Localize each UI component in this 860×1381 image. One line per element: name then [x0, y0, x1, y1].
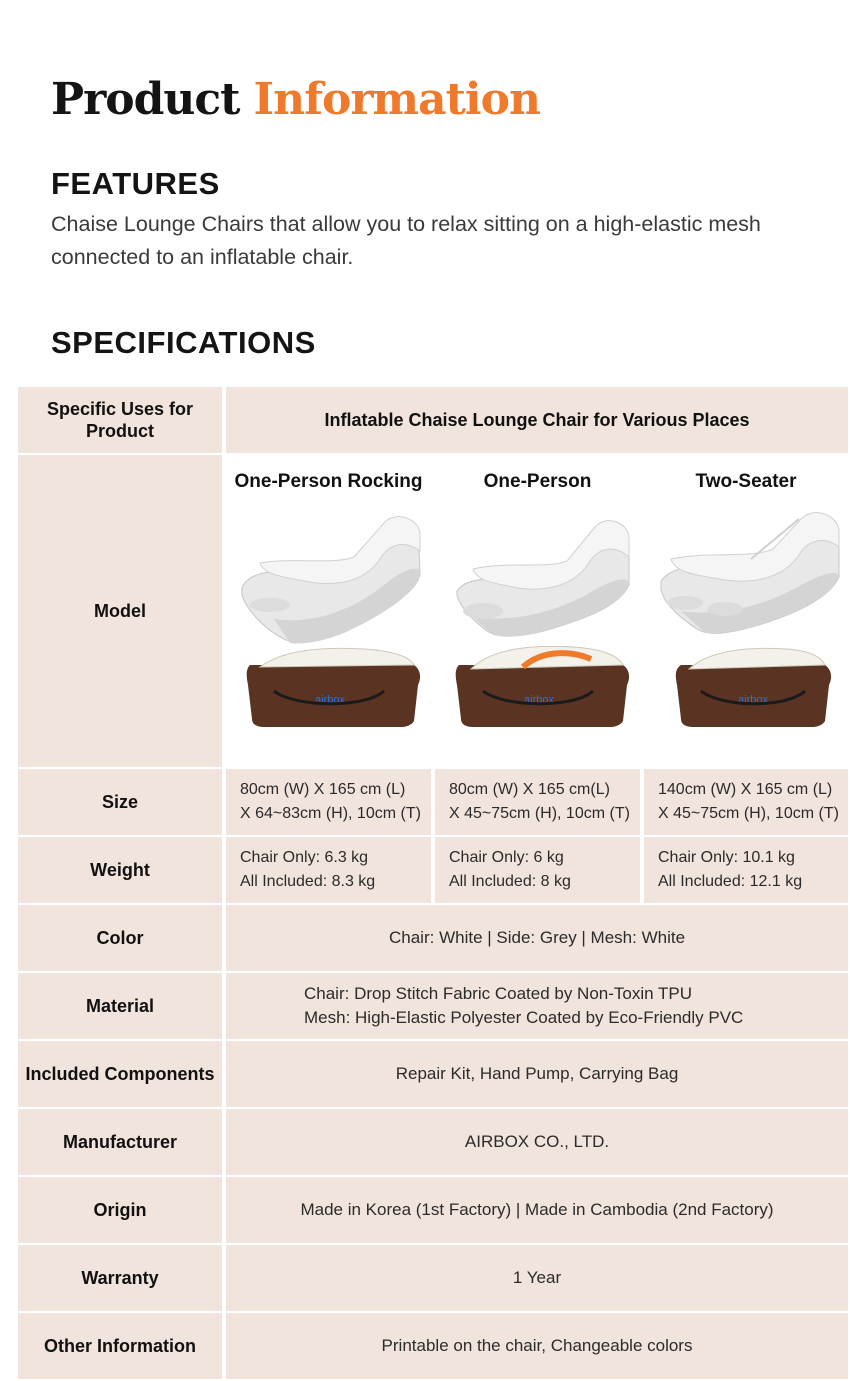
value-other-information: Printable on the chair, Changeable colors — [226, 1313, 848, 1379]
weight-two-seater-all: All Included: 12.1 kg — [658, 873, 803, 890]
bag-brand-logo: airbox — [738, 694, 768, 706]
row-color — [18, 905, 848, 971]
model-name-two-seater: Two-Seater — [695, 471, 797, 492]
model-name-one-person: One-Person — [483, 471, 592, 492]
weight-one-person-all: All Included: 8 kg — [449, 873, 571, 890]
value-components: Repair Kit, Hand Pump, Carrying Bag — [226, 1041, 848, 1107]
row-components — [18, 1041, 848, 1107]
value-origin: Made in Korea (1st Factory) | Made in Cambodia (2nd Factory) — [226, 1177, 848, 1243]
label-other-information: Other Information — [18, 1313, 222, 1379]
two-seater-chair-image — [651, 499, 841, 761]
value-color: Chair: White | Side: Grey | Mesh: White — [226, 905, 848, 971]
material-mesh: Mesh: High-Elastic Polyester Coated by Eco-Friendly PVC — [304, 1008, 744, 1027]
label-manufacturer: Manufacturer — [18, 1109, 222, 1175]
label-origin: Origin — [18, 1177, 222, 1243]
size-one-person-line1: 80cm (W) X 165 cm(L) — [449, 781, 610, 798]
label-material: Material — [18, 973, 222, 1039]
value-warranty: 1 Year — [226, 1245, 848, 1311]
rocking-chair-image — [234, 499, 424, 761]
row-other-information — [18, 1313, 848, 1379]
model-cell-one-person — [435, 455, 640, 767]
row-model — [18, 455, 848, 767]
size-rocking-line1: 80cm (W) X 165 cm (L) — [240, 781, 406, 798]
weight-rocking-chair: Chair Only: 6.3 kg — [240, 849, 369, 866]
size-two-seater — [644, 769, 848, 835]
size-two-seater-line2: X 45~75cm (H), 10cm (T) — [658, 805, 839, 822]
size-one-person-line2: X 45~75cm (H), 10cm (T) — [449, 805, 630, 822]
row-material — [18, 973, 848, 1039]
page-title — [51, 72, 540, 128]
size-two-seater-line1: 140cm (W) X 165 cm (L) — [658, 781, 833, 798]
row-specific-uses — [18, 387, 848, 453]
weight-one-person — [435, 837, 640, 903]
bag-brand-logo: airbox — [523, 694, 554, 706]
label-specific-uses: Specific Uses for Product — [18, 387, 222, 453]
label-model: Model — [18, 455, 222, 767]
label-weight: Weight — [18, 837, 222, 903]
label-components: Included Components — [18, 1041, 222, 1107]
row-warranty — [18, 1245, 848, 1311]
value-manufacturer: AIRBOX CO., LTD. — [226, 1109, 848, 1175]
one-person-chair-image — [443, 499, 633, 761]
weight-rocking-all: All Included: 8.3 kg — [240, 873, 376, 890]
value-specific-uses: Inflatable Chaise Lounge Chair for Various Places — [226, 387, 848, 453]
features-heading: FEATURES — [51, 166, 220, 201]
value-material — [226, 973, 848, 1039]
specifications-table — [14, 385, 852, 1381]
model-cell-rocking — [226, 455, 431, 767]
model-cell-two-seater — [644, 455, 848, 767]
title-part-product: Product — [51, 74, 240, 125]
weight-one-person-chair: Chair Only: 6 kg — [449, 849, 564, 866]
row-origin — [18, 1177, 848, 1243]
weight-two-seater — [644, 837, 848, 903]
size-rocking — [226, 769, 431, 835]
model-name-rocking: One-Person Rocking — [234, 471, 423, 492]
size-one-person — [435, 769, 640, 835]
bag-brand-logo: airbox — [314, 694, 345, 706]
row-manufacturer — [18, 1109, 848, 1175]
weight-rocking — [226, 837, 431, 903]
specifications-heading: SPECIFICATIONS — [51, 325, 316, 360]
features-text: Chaise Lounge Chairs that allow you to relax sitting on a high-elastic mesh connected to an inflatable chair. — [51, 212, 761, 269]
label-size: Size — [18, 769, 222, 835]
size-rocking-line2: X 64~83cm (H), 10cm (T) — [240, 805, 421, 822]
title-part-information: Information — [253, 74, 540, 125]
row-size — [18, 769, 848, 835]
weight-two-seater-chair: Chair Only: 10.1 kg — [658, 849, 795, 866]
label-warranty: Warranty — [18, 1245, 222, 1311]
row-weight — [18, 837, 848, 903]
material-chair: Chair: Drop Stitch Fabric Coated by Non-Toxin TPU — [304, 984, 693, 1003]
label-color: Color — [18, 905, 222, 971]
